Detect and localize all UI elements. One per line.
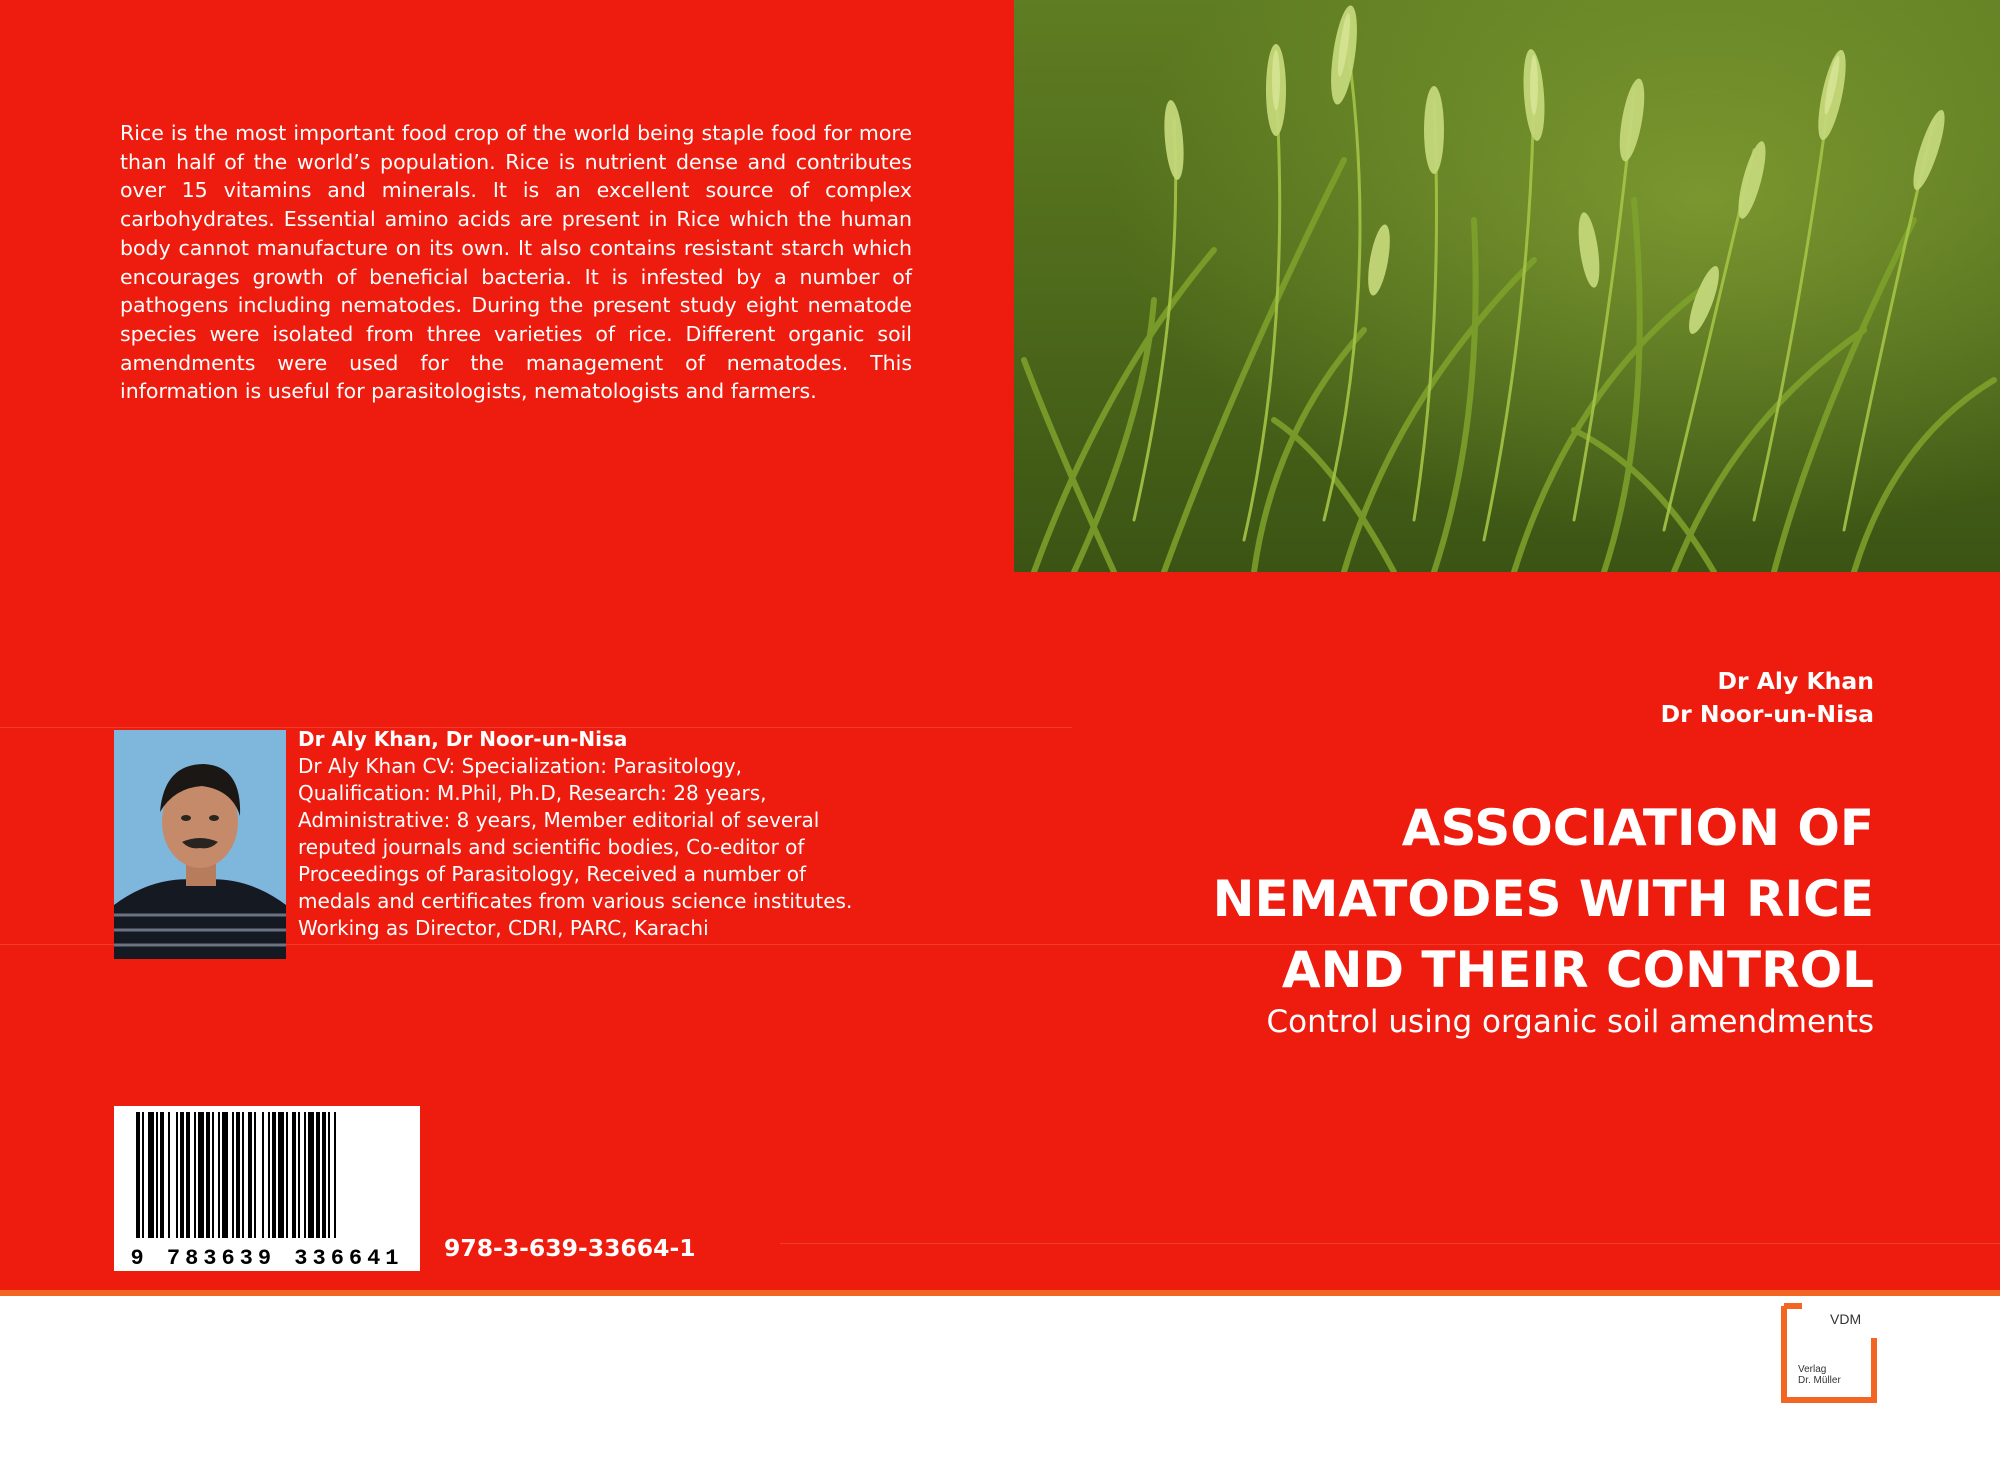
barcode-bar — [176, 1112, 178, 1238]
barcode-bar — [194, 1112, 196, 1238]
barcode-bar — [262, 1112, 264, 1238]
barcode-bar — [242, 1112, 244, 1238]
author-name: Dr Noor-un-Nisa — [1660, 700, 1874, 728]
book-subtitle: Control using organic soil amendments — [1266, 1004, 1874, 1040]
barcode-bar — [206, 1112, 210, 1238]
barcode-bar — [236, 1112, 240, 1238]
front-cover-authors — [1661, 665, 1874, 731]
barcode-bar — [212, 1112, 214, 1238]
barcode-bar — [316, 1112, 320, 1238]
back-cover-blurb: Rice is the most important food crop of the world being staple food for more than half of the world’s population. Rice is nutrient dense and contributes over 15 vitamins and minerals. It is an excellent source of complex carbohydrates. Essential amino acids are present in Rice which the human body cannot manufacture on its own. It also contains resistant starch which encourages growth of beneficial bacteria. It is infested by a number of pathogens including nematodes. During the present study eight nematode species were isolated from three varieties of rice. Different organic soil amendments were used for the management of nematodes. This information is useful for parasitologists, nematologists and farmers. — [120, 121, 912, 404]
barcode-digits: 9 783639 336641 — [130, 1246, 404, 1271]
barcode — [114, 1106, 420, 1271]
rice-field-photo — [1014, 0, 2000, 572]
barcode-bar — [286, 1112, 288, 1238]
barcode-bar — [222, 1112, 228, 1238]
vdm-logo-line: Verlag — [1798, 1364, 1827, 1375]
barcode-bar — [272, 1112, 276, 1238]
barcode-bar — [322, 1112, 326, 1238]
vdm-logo-line: Dr. Müller — [1798, 1375, 1841, 1386]
barcode-bar — [278, 1112, 284, 1238]
barcode-bar — [292, 1112, 296, 1238]
barcode-bar — [156, 1112, 158, 1238]
author-bio — [298, 726, 858, 942]
barcode-bar — [248, 1112, 252, 1238]
barcode-bar — [148, 1112, 154, 1238]
barcode-bar — [268, 1112, 270, 1238]
book-title — [1114, 793, 1874, 1006]
barcode-bar — [160, 1112, 164, 1238]
title-line: NEMATODES WITH RICE — [1212, 870, 1874, 928]
vdm-logo-mark: VDM — [1830, 1311, 1862, 1327]
author-name: Dr Aly Khan — [1717, 667, 1874, 695]
publisher-strip — [0, 1290, 2000, 1296]
barcode-bar — [328, 1112, 330, 1238]
barcode-bar — [198, 1112, 204, 1238]
author-bio-text: Dr Aly Khan CV: Specialization: Parasitology, Qualification: M.Phil, Ph.D, Research: 28 years, Administrative: 8 years, Member editorial of several reputed journals and scientific bodies, Co-editor of Proceedings of Parasitology, Received a number of medals and certificates from various science institutes. Working as Director, CDRI, PARC, Karachi — [298, 754, 853, 940]
barcode-bar — [186, 1112, 190, 1238]
barcode-bar — [180, 1112, 184, 1238]
barcode-bar — [298, 1112, 300, 1238]
vdm-logo — [1778, 1302, 1878, 1404]
barcode-bar — [334, 1112, 336, 1238]
divider-line — [780, 1243, 2000, 1244]
title-line: ASSOCIATION OF — [1401, 799, 1874, 857]
author-bio-names: Dr Aly Khan, Dr Noor-un-Nisa — [298, 727, 628, 751]
barcode-bar — [232, 1112, 234, 1238]
barcode-bar — [142, 1112, 144, 1238]
barcode-bar — [254, 1112, 256, 1238]
barcode-bar — [168, 1112, 170, 1238]
author-portrait — [114, 730, 286, 959]
barcode-bar — [136, 1112, 140, 1238]
barcode-bar — [218, 1112, 220, 1238]
barcode-bar — [308, 1112, 314, 1238]
title-line: AND THEIR CONTROL — [1281, 941, 1874, 999]
isbn-number: 978-3-639-33664-1 — [444, 1234, 696, 1262]
barcode-bar — [304, 1112, 306, 1238]
